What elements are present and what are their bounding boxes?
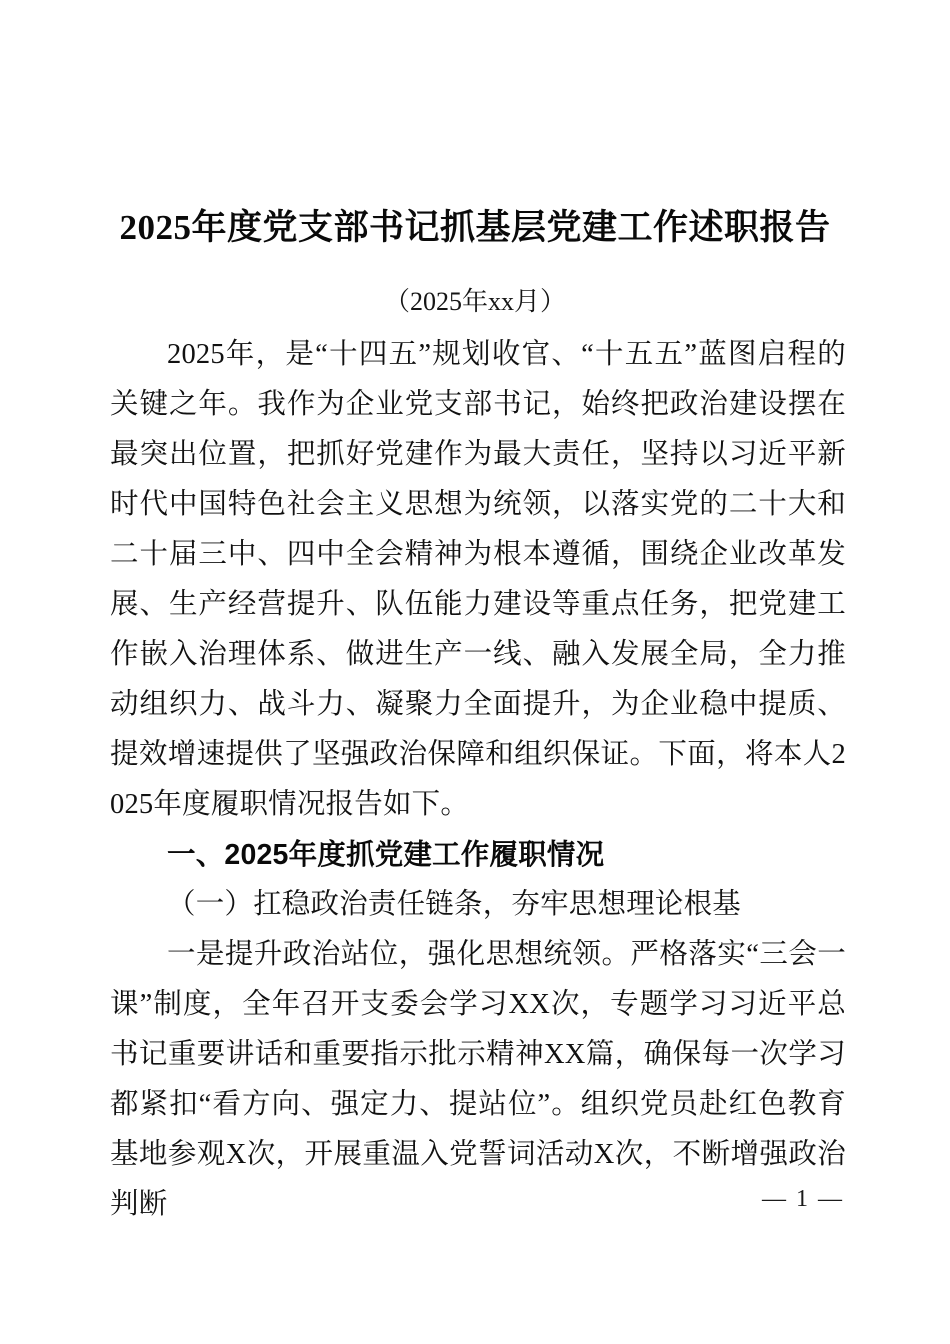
- document-body: [110, 330, 846, 1230]
- body-paragraph-one: 一是提升政治站位，强化思想统领。严格落实“三会一课”制度，全年召开支委会学习XX次，专题学习习近平总书记重要讲话和重要指示批示精神XX篇，确保每一次学习都紧扣“看方向、强定力、提站位”。组织党员赴红色教育基地参观X次，开展重温入党誓词活动X次，不断增强政治判断: [110, 939, 846, 1220]
- document-date-subtitle: （2025年xx月）: [383, 287, 566, 316]
- page-title: 2025年度党支部书记抓基层党建工作述职报告: [119, 208, 831, 248]
- opening-paragraph: 2025年，是“十四五”规划收官、“十五五”蓝图启程的关键之年。我作为企业党支部书记，始终把政治建设摆在最突出位置，把抓好党建作为最大责任，坚持以习近平新时代中国特色社会主义思想为统领，以落实党的二十大和二十届三中、四中全会精神为根本遵循，围绕企业改革发展、生产经营提升、队伍能力建设等重点任务，把党建工作嵌入治理体系、做进生产一线、融入发展全局，全力推动组织力、战斗力、凝聚力全面提升，为企业稳中提质、提效增速提供了坚强政治保障和组织保证。下面，将本人2025年度履职情况报告如下。: [110, 339, 846, 820]
- section-heading-one: 一、2025年度抓党建工作履职情况: [167, 839, 605, 871]
- page-number-footer: — 1 —: [762, 1186, 844, 1212]
- subsection-heading-one: （一）扛稳政治责任链条，夯牢思想理论根基: [167, 889, 742, 920]
